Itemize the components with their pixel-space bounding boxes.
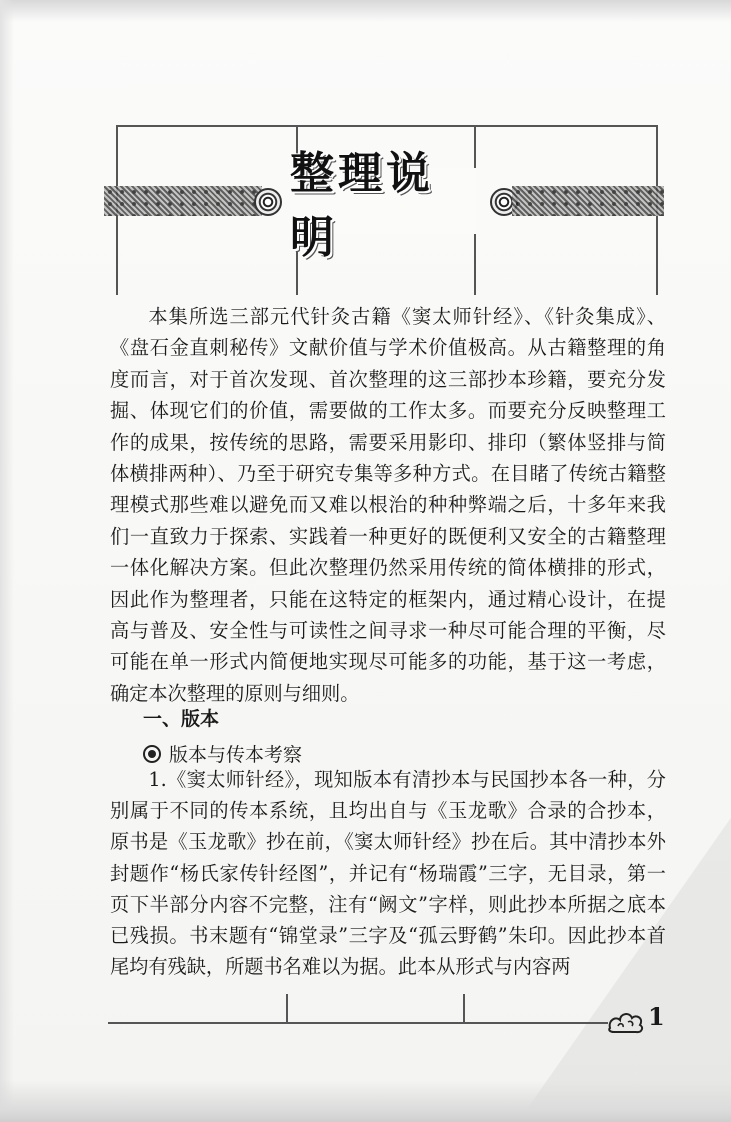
ornamental-band-left <box>104 186 262 216</box>
knot-ornament-icon <box>254 188 282 216</box>
subsection-title: 版本与传本考察 <box>169 744 303 766</box>
cloud-ornament-icon <box>606 1008 646 1036</box>
scan-shadow-left <box>0 0 14 1122</box>
title-box <box>290 148 476 263</box>
footer-rule <box>108 1022 608 1024</box>
page-title: 整理说明 <box>290 148 434 263</box>
scan-shadow-top <box>0 0 731 22</box>
intro-paragraph: 本集所选三部元代针灸古籍《窦太师针经》、《针灸集成》、《盘石金直刺秘传》文献价值与学术价值极高。从古籍整理的角度而言，对于首次发现、首次整理的这三部抄本珍籍，要充分发掘、体现它们的价值，需要做的工作太多。而要充分反映整理工作的成果，按传统的思路，需要采用影印、排印（繁体竖排与简体横排两种）、乃至于研究专集等多种方式。在目睹了传统古籍整理模式那些难以避免而又难以根治的种种弊端之后，十多年来我们一直致力于探索、实践着一种更好的既便利又安全的古籍整理一体化解决方案。但此次整理仍然采用传统的简体横排的形式，因此作为整理者，只能在这特定的框架内，通过精心设计，在提高与普及、安全性与可读性之间寻求一种尽可能合理的平衡，尽可能在单一形式内简便地实现尽可能多的功能，基于这一考虑，确定本次整理的原则与细则。 <box>110 305 666 705</box>
scan-shadow-bottom <box>0 1080 731 1122</box>
ornamental-band-right <box>512 186 664 216</box>
page-number: 1 <box>648 1002 665 1031</box>
section-paragraph: 1.《窦太师针经》，现知版本有清抄本与民国抄本各一种，分别属于不同的传本系统，且均出自与《玉龙歌》合录的合抄本，原书是《玉龙歌》抄在前，《窦太师针经》抄在后。其中清抄本外封题作“杨氏家传针经图”，并记有“杨瑞霞”三字，无目录，第一页下半部分内容不完整，注有“阙文”字样，则此抄本所据之底本已残损。书末题有“锦堂录”三字及“孤云野鹤”朱印。因此抄本首尾均有残缺，所题书名难以为据。此本从形式与内容两 <box>110 768 666 979</box>
double-circle-icon <box>143 745 161 763</box>
footer-tick <box>463 994 465 1022</box>
subsection-heading <box>143 740 302 767</box>
footer-tick <box>286 994 288 1022</box>
section-heading: 一、版本 <box>143 708 220 730</box>
